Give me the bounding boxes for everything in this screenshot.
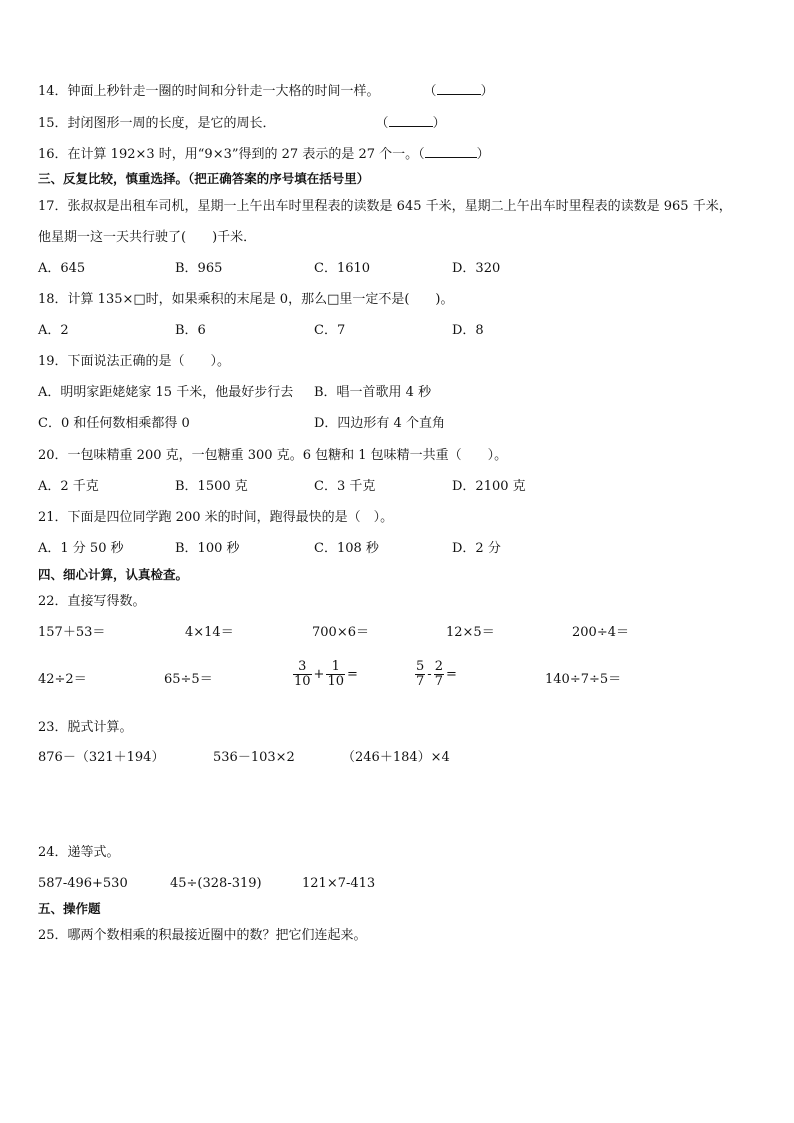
q21-option-a[interactable]: A．1 分 50 秒: [38, 541, 124, 556]
q17-option-a[interactable]: A．645: [38, 261, 86, 276]
section-4-title: 四、细心计算，认真检查。: [38, 567, 189, 582]
question-22: 22．直接写得数。: [38, 594, 146, 609]
q21-option-d[interactable]: D．2 分: [452, 541, 501, 556]
fraction: 1 10: [327, 659, 344, 689]
q20-option-a[interactable]: A．2 千克: [38, 479, 99, 494]
question-25: 25．哪两个数相乘的积最接近圈中的数？把它们连起来。: [38, 928, 367, 943]
q17-option-d[interactable]: D．320: [452, 261, 501, 276]
section-5-title: 五、操作题: [38, 901, 101, 916]
fraction: 5 7: [416, 659, 425, 689]
section-3-title: 三、反复比较，慎重选择。（把正确答案的序号填在括号里）: [38, 171, 370, 186]
question-24: 24．递等式。: [38, 845, 120, 860]
q21-option-b[interactable]: B．100 秒: [175, 541, 240, 556]
question-16-text: 16．在计算 192×3 时，用“9×3”得到的 27 表示的是 27 个一。（: [38, 147, 425, 162]
q18-option-b[interactable]: B．6: [175, 323, 206, 338]
q20-option-b[interactable]: B．1500 克: [175, 479, 248, 494]
stepwise-item: （246＋184）×4: [342, 750, 450, 765]
question-15-text: 15．封闭图形一周的长度，是它的周长．: [38, 116, 276, 131]
q17-option-c[interactable]: C．1610: [314, 261, 371, 276]
answer-blank-15[interactable]: [389, 114, 433, 127]
question-16: 16．在计算 192×3 时，用“9×3”得到的 27 表示的是 27 个一。（ ）: [38, 147, 490, 162]
q19-option-c[interactable]: C．0 和任何数相乘都得 0: [38, 416, 190, 431]
stepwise-item: 45÷(328-319): [170, 876, 262, 891]
calc-item: 140÷7÷5＝: [545, 672, 622, 687]
stepwise-item: 587-496+530: [38, 876, 128, 891]
q18-option-a[interactable]: A．2: [38, 323, 69, 338]
question-23: 23．脱式计算。: [38, 720, 133, 735]
q18-option-c[interactable]: C．7: [314, 323, 346, 338]
stepwise-item: 876－（321＋194）: [38, 750, 165, 765]
calc-item: 65÷5＝: [164, 672, 213, 687]
stepwise-item: 536－103×2: [213, 750, 295, 765]
answer-blank-14[interactable]: [437, 82, 481, 95]
question-15: 15．封闭图形一周的长度，是它的周长． （ ）: [38, 116, 446, 131]
q19-option-b[interactable]: B．唱一首歌用 4 秒: [314, 385, 432, 400]
q19-option-a[interactable]: A．明明家距姥姥家 15 千米，他最好步行去: [38, 385, 294, 400]
question-14: 14．钟面上秒针走一圈的时间和分针走一大格的时间一样。 （ ）: [38, 84, 494, 99]
question-19: 19．下面说法正确的是（ ）。: [38, 354, 231, 369]
question-17-line-2: 他星期一这一天共行驶了( )千米．: [38, 230, 257, 245]
calc-item: 157＋53＝: [38, 625, 106, 640]
question-17-line-1: 17．张叔叔是出租车司机，星期一上午出车时里程表的读数是 645 千米，星期二上午出车时里程表的读数是 965 千米，: [38, 199, 732, 214]
question-14-text: 14．钟面上秒针走一圈的时间和分针走一大格的时间一样。: [38, 84, 380, 99]
fraction-expression-2: 5 7 - 2 7 =: [416, 659, 457, 689]
calc-item: 700×6＝: [312, 625, 369, 640]
question-20: 20．一包味精重 200 克，一包糖重 300 克。6 包糖和 1 包味精一共重（ ）。: [38, 448, 508, 463]
q20-option-d[interactable]: D．2100 克: [452, 479, 526, 494]
q20-option-c[interactable]: C．3 千克: [314, 479, 376, 494]
calc-item: 42÷2＝: [38, 672, 87, 687]
question-21: 21．下面是四位同学跑 200 米的时间，跑得最快的是（ ）。: [38, 510, 394, 525]
q19-option-d[interactable]: D．四边形有 4 个直角: [314, 416, 445, 431]
fraction: 3 10: [294, 659, 311, 689]
q17-option-b[interactable]: B．965: [175, 261, 223, 276]
stepwise-item: 121×7-413: [302, 876, 376, 891]
question-18: 18．计算 135×□时，如果乘积的末尾是 0，那么□里一定不是( )。: [38, 292, 454, 307]
calc-item: 4×14＝: [185, 625, 234, 640]
calc-item: 200÷4＝: [572, 625, 629, 640]
q21-option-c[interactable]: C．108 秒: [314, 541, 379, 556]
fraction: 2 7: [434, 659, 443, 689]
answer-blank-16[interactable]: [425, 145, 477, 158]
fraction-expression-1: 3 10 + 1 10 =: [294, 659, 358, 689]
calc-item: 12×5＝: [446, 625, 495, 640]
q18-option-d[interactable]: D．8: [452, 323, 484, 338]
